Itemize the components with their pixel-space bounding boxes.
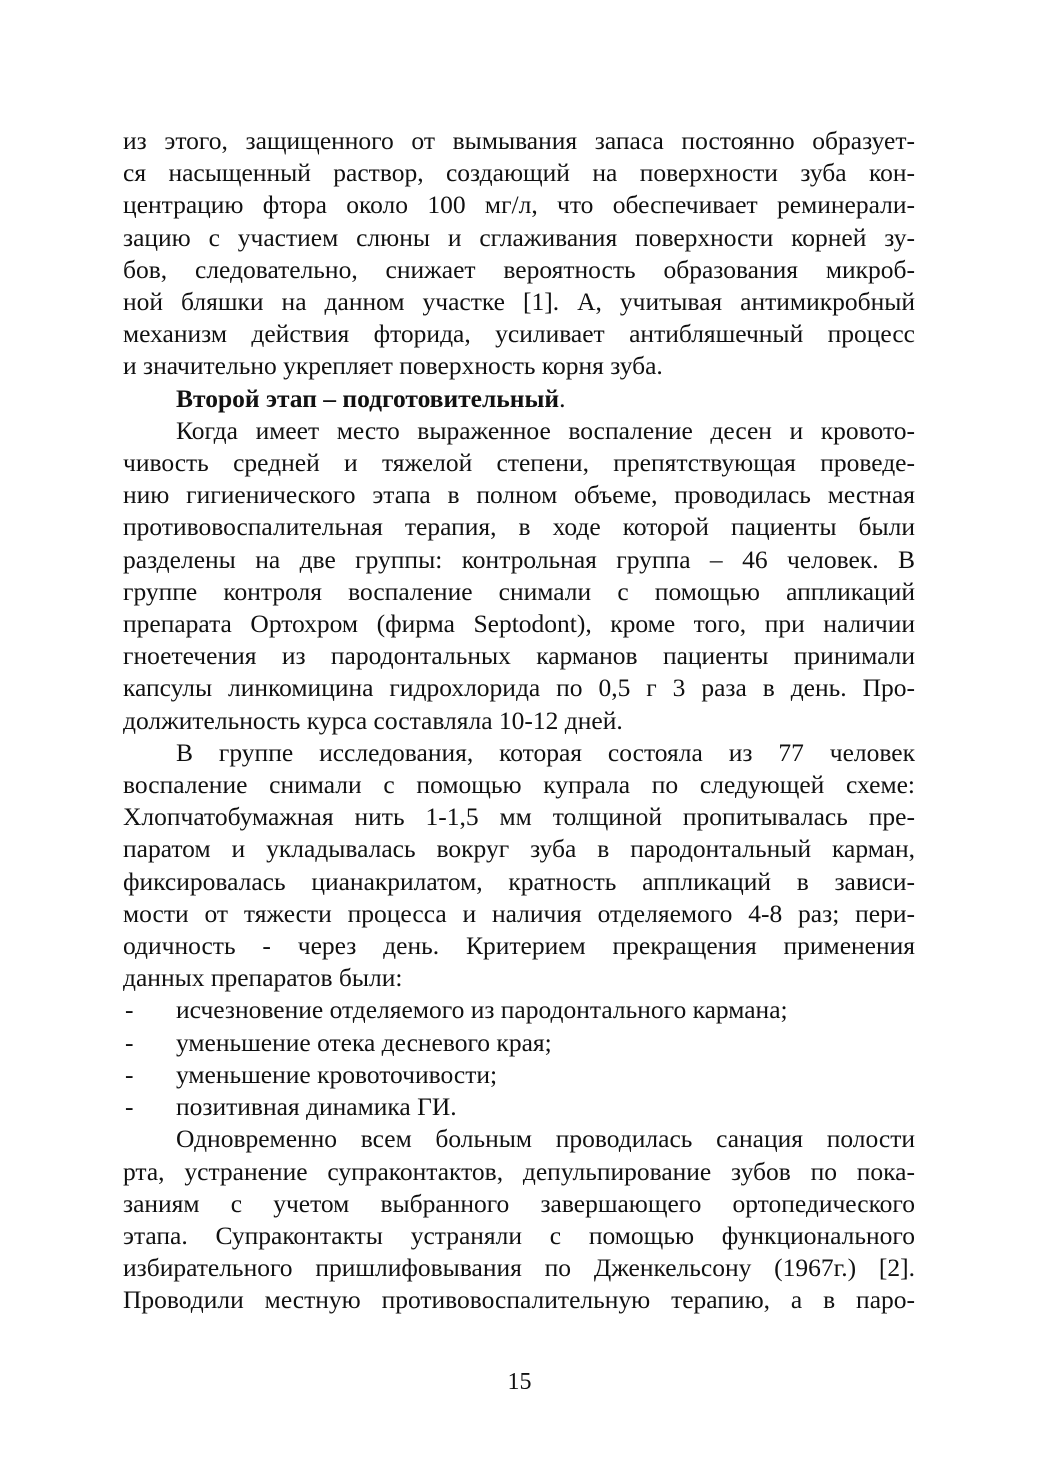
text-line: должительность курса составляла 10-12 дней. bbox=[123, 705, 623, 735]
paragraph-4 bbox=[123, 1123, 915, 1316]
text-line: и значительно укрепляет поверхность корня зуба. bbox=[123, 351, 663, 381]
heading-line bbox=[123, 383, 915, 415]
text-line: рта, устранение супраконтактов, депульпирование зубов по пока- bbox=[123, 1156, 915, 1186]
text-line: Одновременно всем больным проводилась санация полости bbox=[176, 1124, 915, 1154]
list-dash: - bbox=[125, 1092, 134, 1122]
body-text bbox=[123, 125, 915, 1317]
text-line: гноетечения из пародонтальных карманов пациенты принимали bbox=[123, 641, 915, 671]
list-item bbox=[123, 1059, 915, 1091]
text-line: Хлопчатобумажная нить 1-1,5 мм толщиной пропитывалась пре- bbox=[123, 802, 915, 832]
criteria-list bbox=[123, 994, 915, 1123]
paragraph-1 bbox=[123, 125, 915, 383]
text-line: препарата Ортохром (фирма Septodont), кроме того, при наличии bbox=[123, 609, 915, 639]
text-line: В группе исследования, которая состояла из 77 человек bbox=[176, 737, 915, 767]
text-line: избирательного пришлифовывания по Дженкельсону (1967г.) [2]. bbox=[123, 1253, 915, 1283]
list-item bbox=[123, 1027, 915, 1059]
paragraph-2 bbox=[123, 415, 915, 737]
text-line: фиксировалась цианакрилатом, кратность аппликаций в зависи- bbox=[123, 866, 915, 896]
list-item-text: исчезновение отделяемого из пародонтального кармана; bbox=[176, 995, 788, 1025]
text-line: ной бляшки на данном участке [1]. А, учитывая антимикробный bbox=[123, 287, 915, 317]
text-line: этапа. Супраконтакты устраняли с помощью функционального bbox=[123, 1220, 915, 1250]
list-dash: - bbox=[125, 995, 134, 1025]
text-line: данных препаратов были: bbox=[123, 963, 403, 993]
text-line: центрацию фтора около 100 мг/л, что обеспечивает реминерали- bbox=[123, 190, 915, 220]
text-line: Проводили местную противовоспалительную терапию, а в паро- bbox=[123, 1285, 915, 1315]
text-line: одичность - через день. Критерием прекращения применения bbox=[123, 931, 915, 961]
text-line: зацию с участием слюны и сглаживания поверхности корней зу- bbox=[123, 222, 915, 252]
text-line: группе контроля воспаление снимали с помощью аппликаций bbox=[123, 576, 915, 606]
section-heading bbox=[123, 383, 915, 415]
text-line: мости от тяжести процесса и наличия отделяемого 4-8 раз; пери- bbox=[123, 898, 915, 928]
text-line: чивость средней и тяжелой степени, препятствующая проведе- bbox=[123, 448, 915, 478]
text-line: противовоспалительная терапия, в ходе которой пациенты были bbox=[123, 512, 915, 542]
paragraph-3 bbox=[123, 737, 915, 995]
page-number: 15 bbox=[507, 1369, 532, 1395]
list-dash: - bbox=[125, 1059, 134, 1089]
text-line: ся насыщенный раствор, создающий на поверхности зуба кон- bbox=[123, 158, 915, 188]
text-line: нию гигиенического этапа в полном объеме, проводилась местная bbox=[123, 480, 915, 510]
list-item-text: уменьшение отека десневого края; bbox=[176, 1027, 552, 1057]
list-item-text: позитивная динамика ГИ. bbox=[176, 1092, 457, 1122]
text-line: бов, следовательно, снижает вероятность образования микроб- bbox=[123, 254, 915, 284]
list-item bbox=[123, 994, 915, 1026]
text-line: заниям с учетом выбранного завершающего ортопедического bbox=[123, 1188, 915, 1218]
text-line: механизм действия фторида, усиливает антибляшечный процесс bbox=[123, 319, 915, 349]
list-dash: - bbox=[125, 1027, 134, 1057]
text-line: паратом и укладывалась вокруг зуба в пародонтальный карман, bbox=[123, 834, 915, 864]
text-line: Когда имеет место выраженное воспаление десен и кровото- bbox=[176, 415, 915, 445]
heading-title: Второй этап – подготовительный bbox=[176, 383, 560, 413]
list-item-text: уменьшение кровоточивости; bbox=[176, 1059, 498, 1089]
heading-suffix: . bbox=[559, 383, 566, 413]
text-line: разделены на две группы: контрольная группа – 46 человек. В bbox=[123, 544, 915, 574]
text-line: воспаление снимали с помощью купрала по следующей схеме: bbox=[123, 770, 915, 800]
text-line: из этого, защищенного от вымывания запаса постоянно образует- bbox=[123, 126, 915, 155]
list-item bbox=[123, 1091, 915, 1123]
text-line: капсулы линкомицина гидрохлорида по 0,5 г 3 раза в день. Про- bbox=[123, 673, 915, 703]
